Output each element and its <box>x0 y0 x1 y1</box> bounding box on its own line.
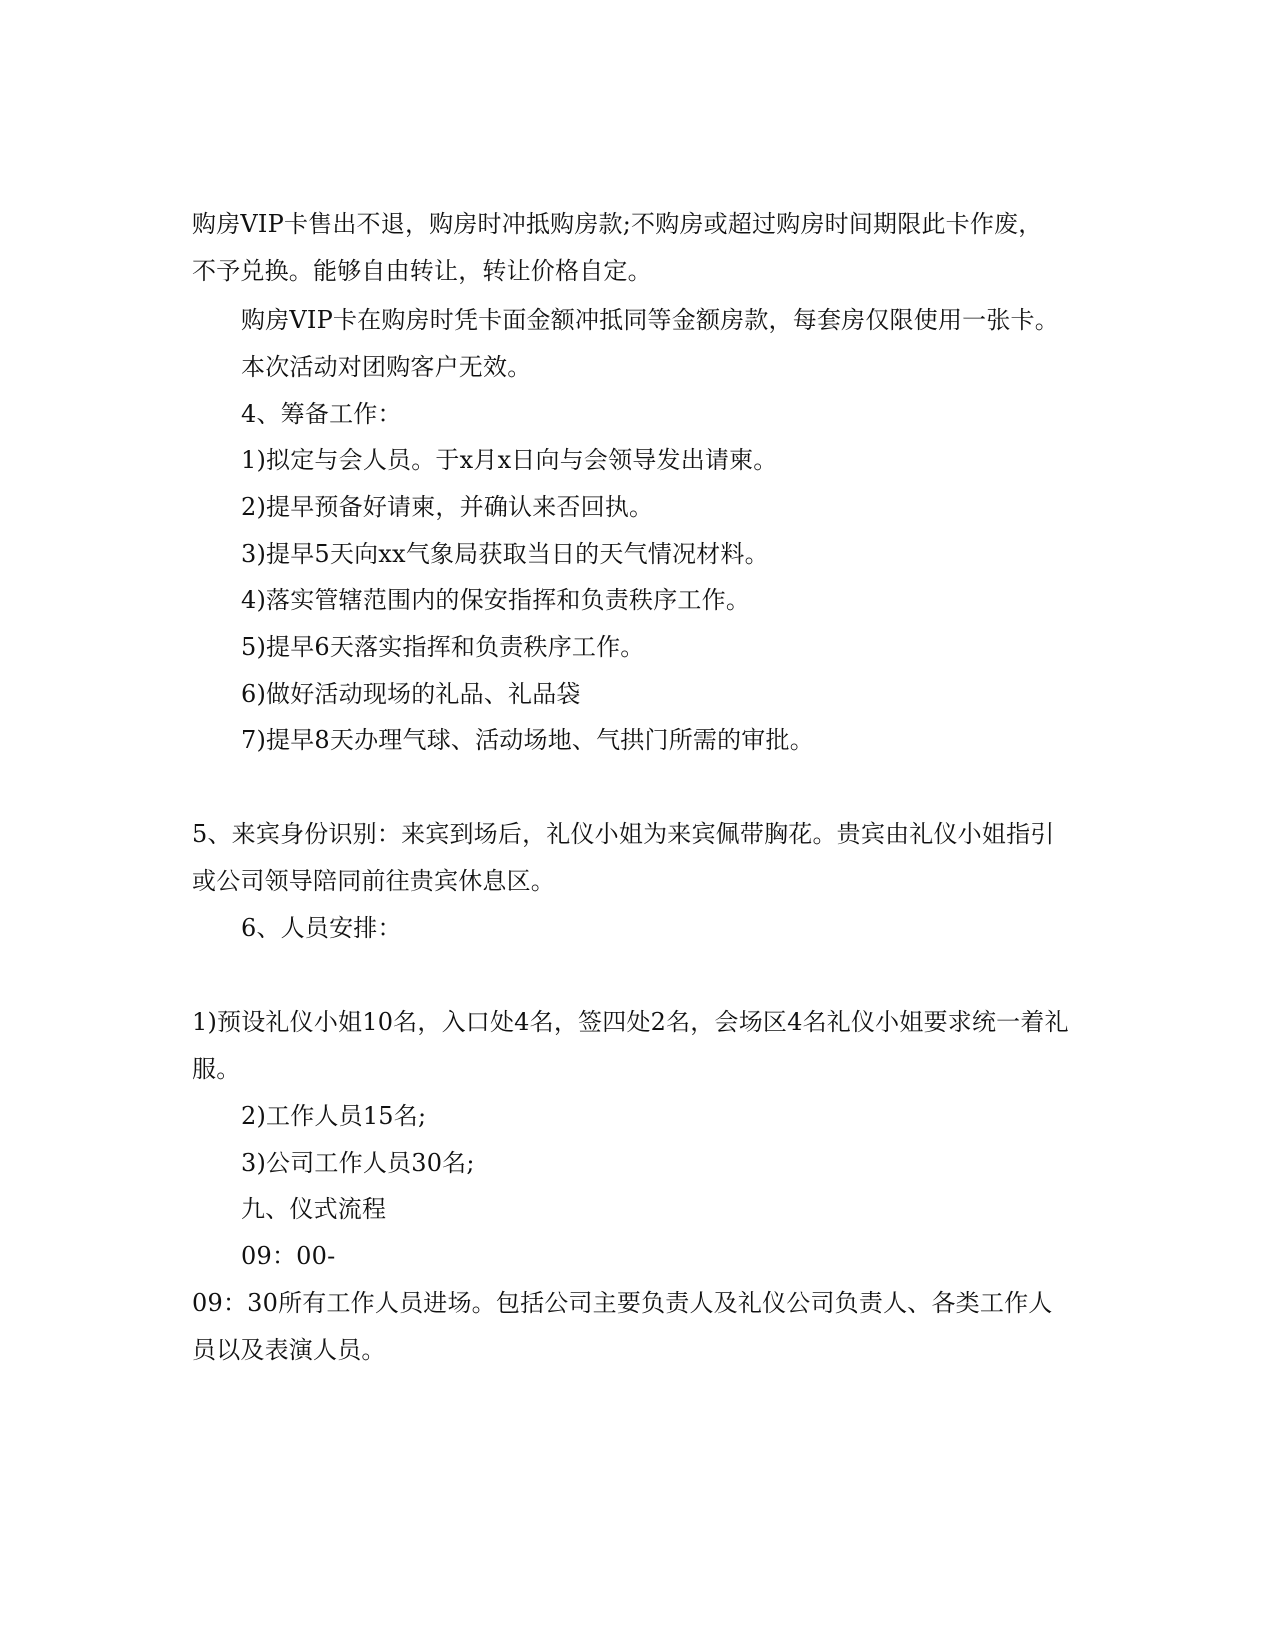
paragraph-line: 不予兑换。能够自由转让，转让价格自定。 <box>192 257 652 285</box>
paragraph-line: 1)预设礼仪小姐10名，入口处4名，签四处2名，会场区4名礼仪小姐要求统一着礼 <box>192 1008 1069 1036</box>
paragraph-line: 员以及表演人员。 <box>192 1336 386 1364</box>
list-item: 2)提早预备好请柬，并确认来否回执。 <box>241 493 654 521</box>
list-item: 3)提早5天向xx气象局获取当日的天气情况材料。 <box>241 540 769 568</box>
list-item: 1)拟定与会人员。于x月x日向与会领导发出请柬。 <box>241 446 778 474</box>
paragraph-line: 5、来宾身份识别：来宾到场后，礼仪小姐为来宾佩带胸花。贵宾由礼仪小姐指引 <box>192 820 1055 848</box>
paragraph-line: 或公司领导陪同前往贵宾休息区。 <box>192 867 555 895</box>
list-item: 6)做好活动现场的礼品、礼品袋 <box>241 680 581 708</box>
paragraph-line: 服。 <box>192 1055 241 1083</box>
list-item: 2)工作人员15名; <box>241 1102 427 1130</box>
paragraph-line: 本次活动对团购客户无效。 <box>241 353 532 381</box>
list-item: 7)提早8天办理气球、活动场地、气拱门所需的审批。 <box>241 726 814 754</box>
paragraph-line: 09：30所有工作人员进场。包括公司主要负责人及礼仪公司负责人、各类工作人 <box>192 1289 1053 1317</box>
section-heading: 4、筹备工作： <box>241 400 402 428</box>
paragraph-line: 购房VIP卡售出不退，购房时冲抵购房款;不购房或超过购房时间期限此卡作废， <box>192 210 1043 238</box>
list-item: 5)提早6天落实指挥和负责秩序工作。 <box>241 633 645 661</box>
list-item: 3)公司工作人员30名; <box>241 1149 475 1177</box>
section-heading: 九、仪式流程 <box>241 1195 387 1223</box>
paragraph-line: 购房VIP卡在购房时凭卡面金额冲抵同等金额房款，每套房仅限使用一张卡。 <box>241 306 1059 334</box>
list-item: 4)落实管辖范围内的保安指挥和负责秩序工作。 <box>241 586 751 614</box>
section-heading: 6、人员安排： <box>241 914 402 942</box>
paragraph-line: 09：00- <box>241 1242 336 1270</box>
